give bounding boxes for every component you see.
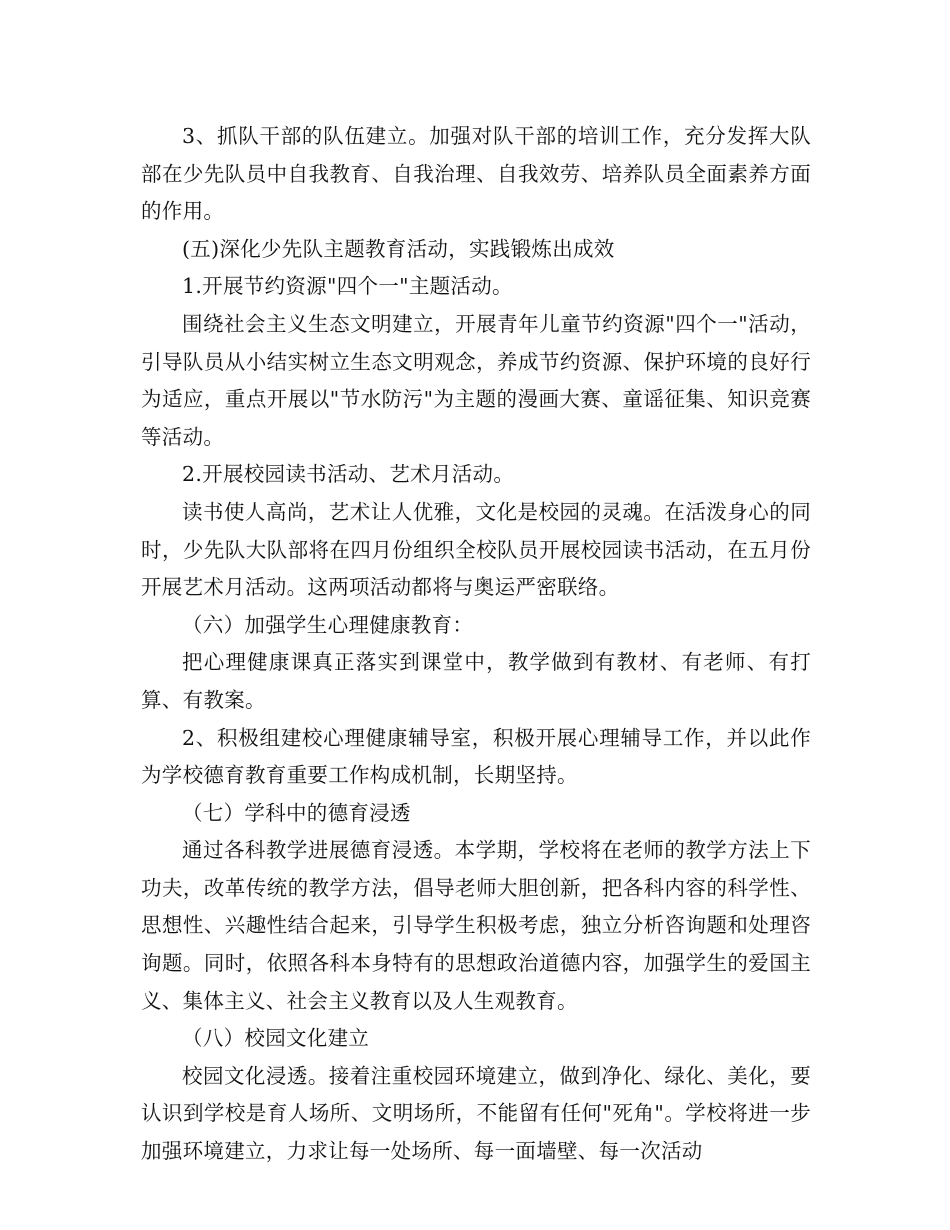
paragraph-team-cadre-building: 3、抓队干部的队伍建立。加强对队干部的培训工作，充分发挥大队部在少先队员中自我教育、自我治理、自我效劳、培养队员全面素养方面的作用。 xyxy=(141,124,811,224)
section-heading-eight: （八）校园文化建立 xyxy=(182,1026,370,1051)
paragraph-campus-culture: 校园文化浸透。接着注重校园环境建立，做到净化、绿化、美化，要认识到学校是育人场所、文明场所，不能留有任何"死角"。学校将进一步加强环境建立，力求让每一处场所、每一面墙壁、每一次活动 xyxy=(141,1063,811,1164)
section-heading-five: (五)深化少先队主题教育活动，实践锻炼出成效 xyxy=(182,236,615,261)
document-body xyxy=(141,118,811,1171)
section-heading-six: （六）加强学生心理健康教育： xyxy=(182,612,474,637)
paragraph-ecological-civilization: 围绕社会主义生态文明建立，开展青年儿童节约资源"四个一"活动，引导队员从小结实树立生态文明观念，养成节约资源、保护环境的良好行为适应，重点开展以"节水防污"为主题的漫画大赛、童谣征集、知识竞赛等活动。 xyxy=(141,311,811,449)
paragraph-mental-health-class: 把心理健康课真正落实到课堂中，教学做到有教材、有老师、有打算、有教案。 xyxy=(141,650,811,712)
subheading-resource-saving: 1.开展节约资源"四个一"主题活动。 xyxy=(182,274,513,299)
section-heading-seven: （七）学科中的德育浸透 xyxy=(182,800,411,825)
paragraph-counseling-room: 2、积极组建校心理健康辅导室，积极开展心理辅导工作，并以此作为学校德育教育重要工作构成机制，长期坚持。 xyxy=(141,725,811,788)
paragraph-subject-moral-education: 通过各科教学进展德育浸透。本学期，学校将在老师的教学方法上下功夫，改革传统的教学方法，倡导老师大胆创新，把各科内容的科学性、思想性、兴趣性结合起来，引导学生积极考虑，独立分析咨询题和处理咨询题。同时，依照各科本身特有的思想政治道德内容，加强学生的爱国主义、集体主义、社会主义教育以及人生观教育。 xyxy=(141,838,811,1013)
subheading-reading-art-month: 2.开展校园读书活动、艺术月活动。 xyxy=(182,462,515,487)
paragraph-reading-art: 读书使人高尚，艺术让人优雅，文化是校园的灵魂。在活泼身心的同时，少先队大队部将在四月份组织全校队员开展校园读书活动，在五月份开展艺术月活动。这两项活动都将与奥运严密联络。 xyxy=(141,499,811,600)
